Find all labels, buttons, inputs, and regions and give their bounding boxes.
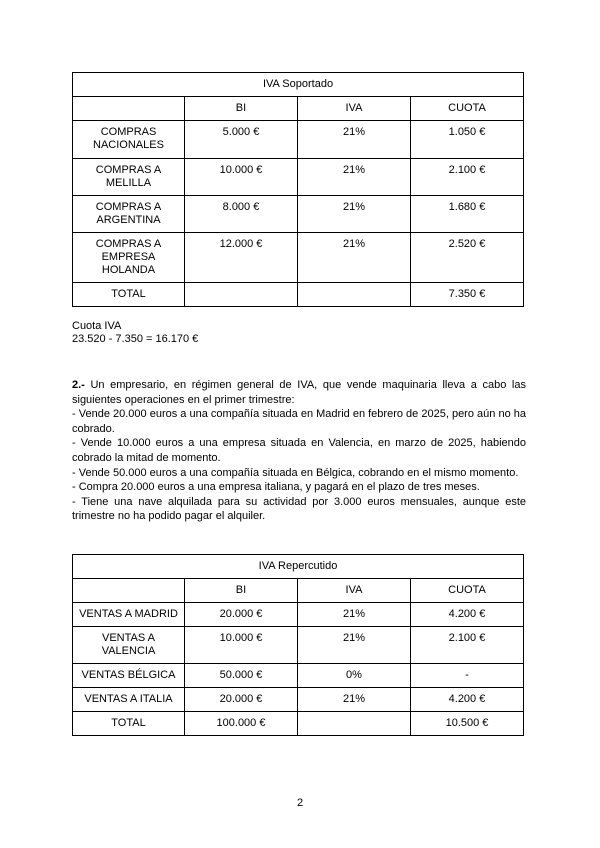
cuota-cell: 4.200 € [411, 688, 524, 712]
header-cell-empty [73, 579, 185, 603]
total-label-cell: TOTAL [73, 712, 185, 736]
iva-cell: 0% [298, 664, 411, 688]
total-row [73, 712, 524, 736]
iva-cell: 21% [298, 688, 411, 712]
concept-cell: COMPRAS A EMPRESA HOLANDA [73, 233, 185, 283]
cuota-cell: 2.100 € [411, 159, 524, 196]
exercise-item: - Tiene una nave alquilada para su actividad por 3.000 euros mensuales, aunque este trimestre no ha podido pagar el alquiler. [72, 495, 526, 523]
cuota-cell: 4.200 € [411, 603, 524, 627]
bi-cell: 10.000 € [185, 159, 298, 196]
iva-cell: 21% [298, 233, 411, 283]
table-row [73, 159, 524, 196]
exercise-item: - Compra 20.000 euros a una empresa italiana, y pagará en el plazo de tres meses. [72, 481, 480, 494]
bi-cell: 8.000 € [185, 196, 298, 233]
total-iva-cell [298, 712, 411, 736]
concept-cell: VENTAS A MADRID [73, 603, 185, 627]
total-bi-cell: 100.000 € [185, 712, 298, 736]
header-cell-cuota: CUOTA [411, 97, 524, 121]
table-row [73, 121, 524, 159]
iva-cell: 21% [298, 121, 411, 159]
iva-repercutido-table [72, 554, 524, 736]
header-cell-iva: IVA [298, 579, 411, 603]
header-cell-empty [73, 97, 185, 121]
total-iva-cell [298, 283, 411, 307]
exercise-block [72, 378, 526, 524]
cuota-iva-block [72, 320, 198, 346]
header-cell-iva: IVA [298, 97, 411, 121]
table-row [73, 196, 524, 233]
cuota-cell: 1.680 € [411, 196, 524, 233]
exercise-item: - Vende 10.000 euros a una empresa situada en Valencia, en marzo de 2025, habiendo cobrado la mitad de momento. [72, 437, 526, 464]
table-row [73, 688, 524, 712]
exercise-intro-text: Un empresario, en régimen general de IVA, que vende maquinaria lleva a cabo las siguientes operaciones en el primer trimestre: [72, 379, 526, 406]
cuota-iva-calc: 23.520 - 7.350 = 16.170 € [72, 333, 199, 345]
table-row [73, 664, 524, 688]
table-title: IVA Soportado [73, 73, 524, 97]
bi-cell: 5.000 € [185, 121, 298, 159]
concept-cell: VENTAS BÉLGICA [73, 664, 185, 688]
exercise-item: - Vende 20.000 euros a una compañía situada en Madrid en febrero de 2025, pero aún no ha cobrado. [72, 408, 526, 435]
header-cell-cuota: CUOTA [411, 579, 524, 603]
total-bi-cell [185, 283, 298, 307]
total-label-cell: TOTAL [73, 283, 185, 307]
iva-cell: 21% [298, 627, 411, 664]
bi-cell: 10.000 € [185, 627, 298, 664]
table-row [73, 603, 524, 627]
exercise-number: 2.- [72, 379, 85, 391]
exercise-item: - Vende 50.000 euros a una compañía situada en Bélgica, cobrando en el mismo momento. [72, 466, 519, 479]
total-cuota-cell: 7.350 € [411, 283, 524, 307]
iva-cell: 21% [298, 196, 411, 233]
bi-cell: 20.000 € [185, 603, 298, 627]
cuota-cell: 2.520 € [411, 233, 524, 283]
cuota-iva-label: Cuota IVA [72, 320, 122, 332]
cuota-cell: 1.050 € [411, 121, 524, 159]
cuota-cell: - [411, 664, 524, 688]
page-number: 2 [296, 797, 304, 809]
bi-cell: 20.000 € [185, 688, 298, 712]
concept-cell: VENTAS A VALENCIA [73, 627, 185, 664]
cuota-cell: 2.100 € [411, 627, 524, 664]
concept-cell: VENTAS A ITALIA [73, 688, 185, 712]
header-cell-bi: BI [185, 579, 298, 603]
table-title: IVA Repercutido [73, 555, 524, 579]
iva-soportado-table [72, 72, 524, 307]
concept-cell: COMPRAS A ARGENTINA [73, 196, 185, 233]
bi-cell: 12.000 € [185, 233, 298, 283]
concept-cell: COMPRAS NACIONALES [73, 121, 185, 159]
table-row [73, 627, 524, 664]
bi-cell: 50.000 € [185, 664, 298, 688]
concept-cell: COMPRAS A MELILLA [73, 159, 185, 196]
iva-cell: 21% [298, 603, 411, 627]
header-cell-bi: BI [185, 97, 298, 121]
iva-cell: 21% [298, 159, 411, 196]
exercise-intro [72, 378, 526, 407]
total-cuota-cell: 10.500 € [411, 712, 524, 736]
total-row [73, 283, 524, 307]
table-row [73, 233, 524, 283]
